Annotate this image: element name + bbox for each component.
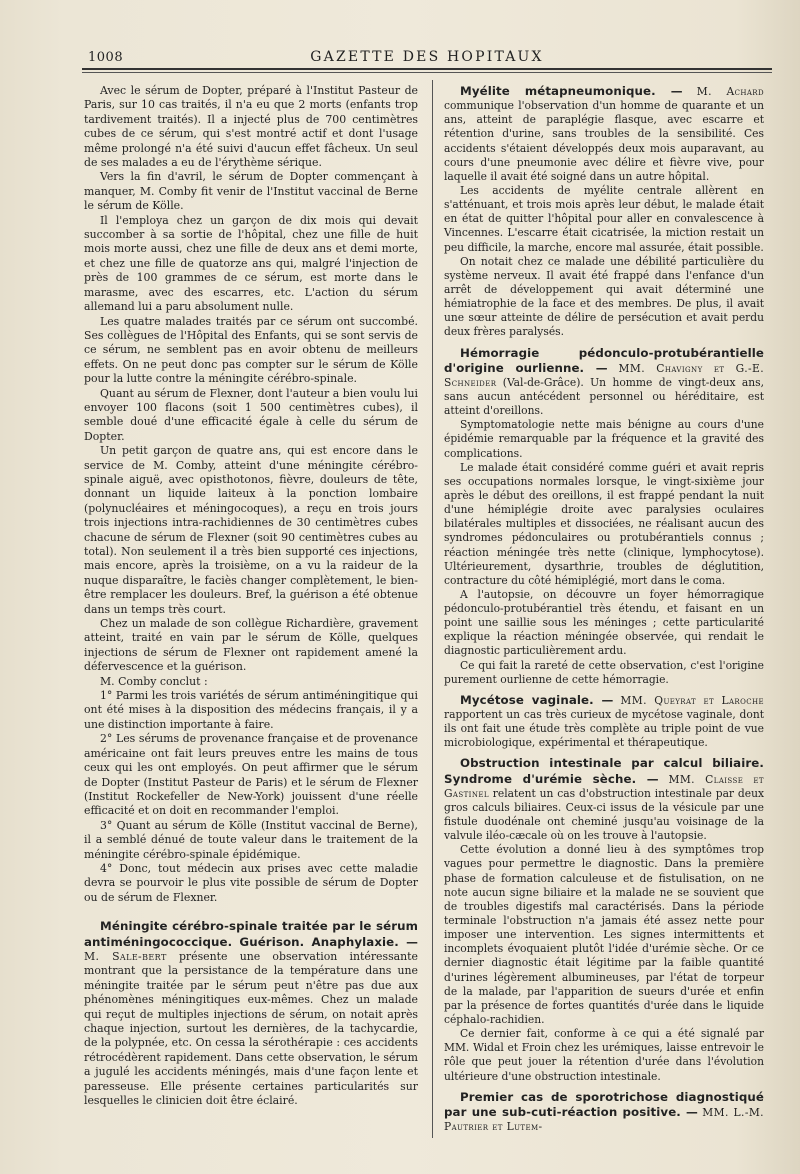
header-rule xyxy=(82,68,772,70)
running-title: GAZETTE DES HOPITAUX xyxy=(310,49,544,65)
paragraph: Le malade était considéré comme guéri et avait repris ses occupations normales lorsque, le vingt-sixième jour après le début des oreillons, il est frappé pendant la nuit d'une hémiplégie droite avec paralysies oculaires bilatérales multiples et dissociées, ne réalisant aucun des syndromes pédonculaires ou protubérantiels connus ; réaction méningée très nette (clinique, lymphocytose). Ultérieurement, dysarthrie, troubles de déglutition, contracture du côté hémiplégié, mort dans le coma. xyxy=(444,460,764,587)
header-rule-thin xyxy=(82,72,772,73)
page-header xyxy=(82,44,772,66)
section-affiliation: (Val-de-Grâce). xyxy=(502,375,584,389)
paragraph: Chez un malade de son collègue Richardière, gravement atteint, traité en vain par le sérum de Kölle, quelques injections de sérum de Flexner ont rapidement amené la défervescence et la guérison. xyxy=(84,617,418,674)
section-authors: MM. Queyrat et Laroche xyxy=(620,693,764,707)
section-heading: Premier cas de sporotrichose diagnostiqué par une sub-cuti-réaction positive. — xyxy=(444,1089,764,1119)
paragraph: A l'autopsie, on découvre un foyer hémorragique pédonculo-protubérantiel très étendu, et faisant en un point une saillie sous les méninges ; cette particularité explique la réaction méningée observée, qui rendait le diagnostic particulièrement ardu. xyxy=(444,587,764,658)
conclusion-item: 3° Quant au sérum de Kölle (Institut vaccinal de Berne), il a semblé dénué de toute valeur dans le traitement de la méningite cérébro-spinale épidémique. xyxy=(84,818,418,861)
paragraph: Cette évolution a donné lieu à des symptômes trop vagues pour permettre le diagnostic. Dans la première phase de formation calculeuse et de fistulisation, on ne note aucun signe biliaire et la malade ne se souvient que de troubles digestifs mal caractérisés. Dans la période terminale l'obstruction n'a jamais été assez nette pour imposer une intervention. Les signes intermittents et incomplets évoquaient plutôt l'idée d'urémie sèche. Or ce dernier diagnostic était légitime par la faible quantité d'urines légèrement albumineuses, par l'état de torpeur de la malade, par l'apparition de sueurs d'urée et enfin par la présence de fortes quantités d'urée dans le liquide céphalo-rachidien. xyxy=(444,843,764,1026)
section-authors: M. Achard xyxy=(696,85,764,98)
section-heading: Myélite métapneumonique. — xyxy=(460,84,683,98)
left-column xyxy=(84,84,418,1108)
section-body: communique l'observation d'un homme de quarante et un ans, atteint de paraplégie flasque, avec escarre et rétention d'urine, sans troubles de la sensibilité. Ces accidents s'étaient développés deux mois auparavant, au cours d'une pneumonie avec délire et fièvre vive, pour laquelle il avait été soigné dans un autre hôpital. xyxy=(444,99,764,183)
section-hemorragie xyxy=(444,346,764,419)
section-authors: MM. L.-M. Pautrier et Lutem- xyxy=(444,1105,764,1133)
column-divider xyxy=(432,80,433,1138)
paragraph: Symptomatologie nette mais bénigne au cours d'une épidémie remarquable par la fréquence et la gravité des complications. xyxy=(444,418,764,460)
section-authors: MM. Claisse et Gastinel xyxy=(444,772,764,800)
paragraph: Les quatre malades traités par ce sérum ont succombé. Ses collègues de l'Hôpital des Enfants, qui se sont servis de ce sérum, ne semblent pas en avoir obtenu de meilleurs effets. On ne peut donc pas compter sur le sérum de Kölle pour la lutte contre la méningite cérébro-spinale. xyxy=(84,314,418,386)
section-authors: M. Sale-bert xyxy=(84,949,167,963)
paragraph: Quant au sérum de Flexner, dont l'auteur a bien voulu lui envoyer 100 flacons (soit 1 500 centimètres cubes), il semble doué d'une efficacité égale à celle du sérum de Dopter. xyxy=(84,386,418,443)
paragraph: M. Comby conclut : xyxy=(100,674,208,688)
page-number: 1008 xyxy=(88,50,124,65)
conclusion-item: 1° Parmi les trois variétés de sérum antiméningitique qui ont été mises à la disposition des médecins français, il y a une distinction importante à faire. xyxy=(84,689,418,731)
conclusion-item: 4° Donc, tout médecin aux prises avec cette maladie devra se pourvoir le plus vite possible de sérum de Dopter ou de sérum de Flexner. xyxy=(84,861,418,904)
paragraph: Ce qui fait la rareté de cette observation, c'est l'origine purement ourlienne de cette hémorragie. xyxy=(444,658,764,686)
paragraph: Un petit garçon de quatre ans, qui est encore dans le service de M. Comby, atteint d'une méningite cérébro-spinale aiguë, avec opisthotonos, fièvre, douleurs de tête, donnant un liquide laiteux à la ponction lombaire (polynucléaires et méningocoques), a reçu en trois jours trois injections intra-rachidiennes de 30 centimètres cubes chacune de sérum de Flexner (soit 90 centimètres cubes au total). Non seulement il a très bien supporté ces injections, mais encore, après la troisième, on a vu la raideur de la nuque disparaître, le faciès changer complètement, le bien-être remplacer les douleurs. Bref, la guérison a été obtenue dans un temps très court. xyxy=(84,444,418,616)
paragraph: On notait chez ce malade une débilité particulière du système nerveux. Il avait été frappé dans l'enfance d'un arrêt de développement qui avait déterminé une hémiatrophie de la face et des membres. De plus, il avait une sœur atteinte de délire de persécution et avait perdu deux frères paralysés. xyxy=(444,254,764,339)
section-heading: Méningite cérébro-spinale traitée par le sérum antiméningococcique. Guérison. Anaphylaxie. — xyxy=(84,919,418,949)
section-body: présente une observation intéressante montrant que la persistance de la température dans une méningite traitée par le sérum peut n'être pas due aux phénomènes méningitiques eux-mêmes. Chez un malade qui reçut de multiples injections de sérum, on notait après chaque injection, surtout les dernières, de la tachycardie, de la polypnée, etc. On cessa la sérothérapie : ces accidents rétrocédèrent rapidement. Dans cette observation, le sérum a jugulé les accidents méningés, mais d'une façon lente et paresseuse. Elle présente certaines particularités sur lesquelles le clinicien doit être éclairé. xyxy=(84,949,419,1108)
section-obstruction xyxy=(444,756,764,843)
section-heading: Mycétose vaginale. — xyxy=(460,692,614,707)
section-heading: Hémorragie pédonculo-protubérantielle d'origine ourlienne. — xyxy=(444,345,764,375)
paragraph: Les accidents de myélite centrale allèrent en s'atténuant, et trois mois après leur début, le malade était en état de quitter l'hôpital pour aller en convalescence à Vincennes. L'escarre était cicatrisée, la miction restait un peu difficile, la marche, encore mal assurée, était possible. xyxy=(444,183,764,254)
section-myelite xyxy=(444,84,764,184)
paragraph: Avec le sérum de Dopter, préparé à l'Institut Pasteur de Paris, sur 10 cas traités, il n'a eu que 2 morts (enfants trop tardivement traités). Il a injecté plus de 700 centimètres cubes de ce sérum, qui s'est montré actif et dont l'usage même prolongé n'a été suivi d'aucun effet fâcheux. Un seul de ses malades a eu de l'érythème sérique. xyxy=(84,84,418,170)
section-mycetose xyxy=(444,693,764,751)
section-body: rapportent un cas très curieux de mycétose vaginale, dont ils ont fait une étude très complète au triple point de vue microbiologique, expérimental et thérapeutique. xyxy=(444,708,764,750)
paragraph: Ce dernier fait, conforme à ce qui a été signalé par MM. Widal et Froin chez les urémiques, laisse entrevoir le rôle que peut jouer la rétention d'urée dans l'évolution ultérieure d'une obstruction intestinale. xyxy=(444,1027,764,1083)
paragraph: Vers la fin d'avril, le sérum de Dopter commençant à manquer, M. Comby fit venir de l'Institut vaccinal de Berne le sérum de Kölle. xyxy=(84,170,418,213)
section-body: Un homme de vingt-deux ans, sans aucun antécédent personnel ou héréditaire, est atteint d'oreillons. xyxy=(444,375,765,418)
section-body: relatent un cas d'obstruction intestinale par deux gros calculs biliaires. Ceux-ci issus de la vésicule par une fistule duodénale ont cheminé jusqu'au voisinage de la valvule iléo-cæcale où on les trouve à l'autopsie. xyxy=(444,786,764,843)
section-heading: Obstruction intestinale par calcul biliaire. Syndrome d'urémie sèche. — xyxy=(444,756,764,786)
section-authors: MM. Chavigny et G.-E. Schneider xyxy=(444,361,765,389)
conclusion-item: 2° Les sérums de provenance française et de provenance américaine ont fait leurs preuves entre les mains de tous ceux qui les ont employés. On peut affirmer que le sérum de Dopter (Institut Pasteur de Paris) et le sérum de Flexner (Institut Rockefeller de New-York) jouissent d'une réelle efficacité et on doit en recommander l'emploi. xyxy=(84,732,418,818)
section-meningite xyxy=(84,919,418,1108)
section-sporotrichose xyxy=(444,1090,764,1134)
right-column xyxy=(444,84,764,1134)
paragraph: Il l'employa chez un garçon de dix mois qui devait succomber à sa sortie de l'hôpital, chez une fille de huit mois morte aussi, chez une fille de deux ans et demi morte, et chez une fille de quatorze ans qui, malgré l'injection de près de 100 grammes de ce sérum, est morte dans le marasme, avec des escarres, etc. L'action du sérum allemand lui a paru absolument nulle. xyxy=(84,213,418,314)
